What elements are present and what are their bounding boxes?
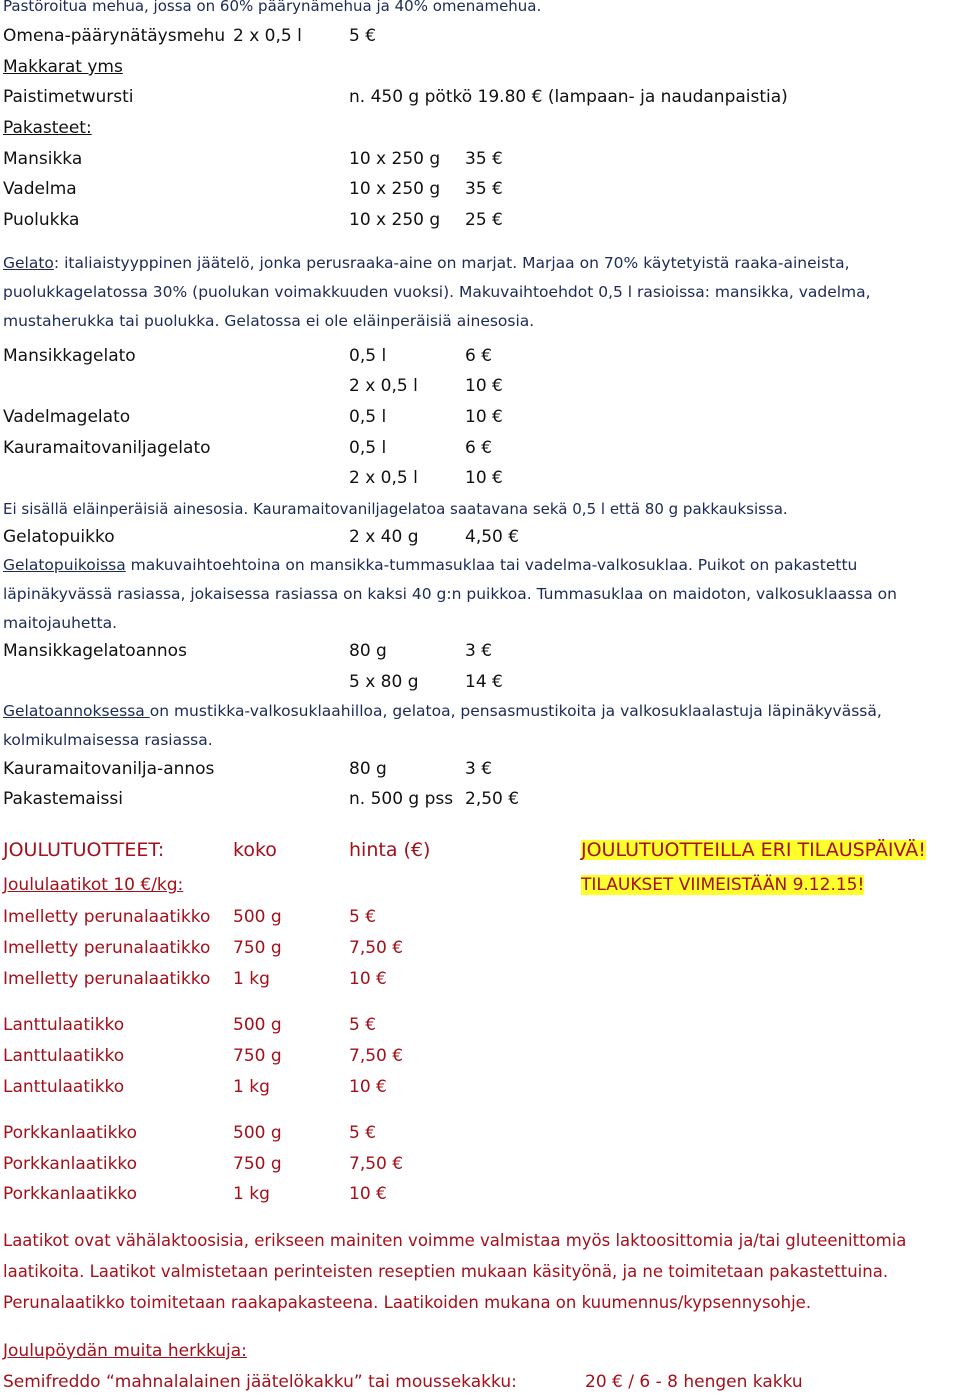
puikko-description: Gelatopuikoissa makuvaihtoehtoina on mansikka-tummasuklaa tai vadelma-valkosuklaa. Puikot on pakastettu läpinäkyvässä rasiassa, jokaisessa rasiassa on kaksi 40 g:n puikkoa. Tummasuklaa on maidoton, valkosuklaassa on maitojauhetta. xyxy=(3,556,897,632)
laatikot-description: Laatikot ovat vähälaktoosisia, erikseen mainiten voimme valmistaa myös laktoosittomia ja/tai gluteenittomia laatikoita. Laatikot valmistetaan perinteisten reseptien mukaan käsityönä, ja ne toimitetaan pakastettuina. Perunalaatikko toimitetaan raakapakasteena. Laatikoiden mukana on kuumennus/kypsennysohje. xyxy=(3,1231,907,1312)
joulu-header-row: JOULUTUOTTEET: koko hinta (€) JOULUTUOTTEILLA ERI TILAUSPÄIVÄ! xyxy=(3,839,926,861)
gelato-description: Gelato: italiaistyyppinen jäätelö, jonka perusraaka-aine on marjat. Marjaa on 70% käytetyistä raaka-aineista, puolukkagelatossa 30% (puolukan voimakkuuden vuoksi). Makuvaihtoehdot 0,5 l rasioissa: mansikka, vadelma, mustaherukka tai puolukka. Gelatossa ei ole eläinperäisiä ainesosia. xyxy=(3,254,871,330)
order-day-notice: JOULUTUOTTEILLA ERI TILAUSPÄIVÄ! xyxy=(581,839,926,861)
order-deadline-notice: TILAUKSET VIIMEISTÄÄN 9.12.15! xyxy=(581,875,865,895)
annos-description: Gelatoannoksessa on mustikka-valkosuklaahilloa, gelatoa, pensasmustikoita ja valkosuklaalastuja läpinäkyvässä, kolmikulmaisessa rasiassa. xyxy=(3,702,882,749)
joulu-subheader-row: Joululaatikot 10 €/kg: TILAUKSET VIIMEISTÄÄN 9.12.15! xyxy=(3,875,865,895)
